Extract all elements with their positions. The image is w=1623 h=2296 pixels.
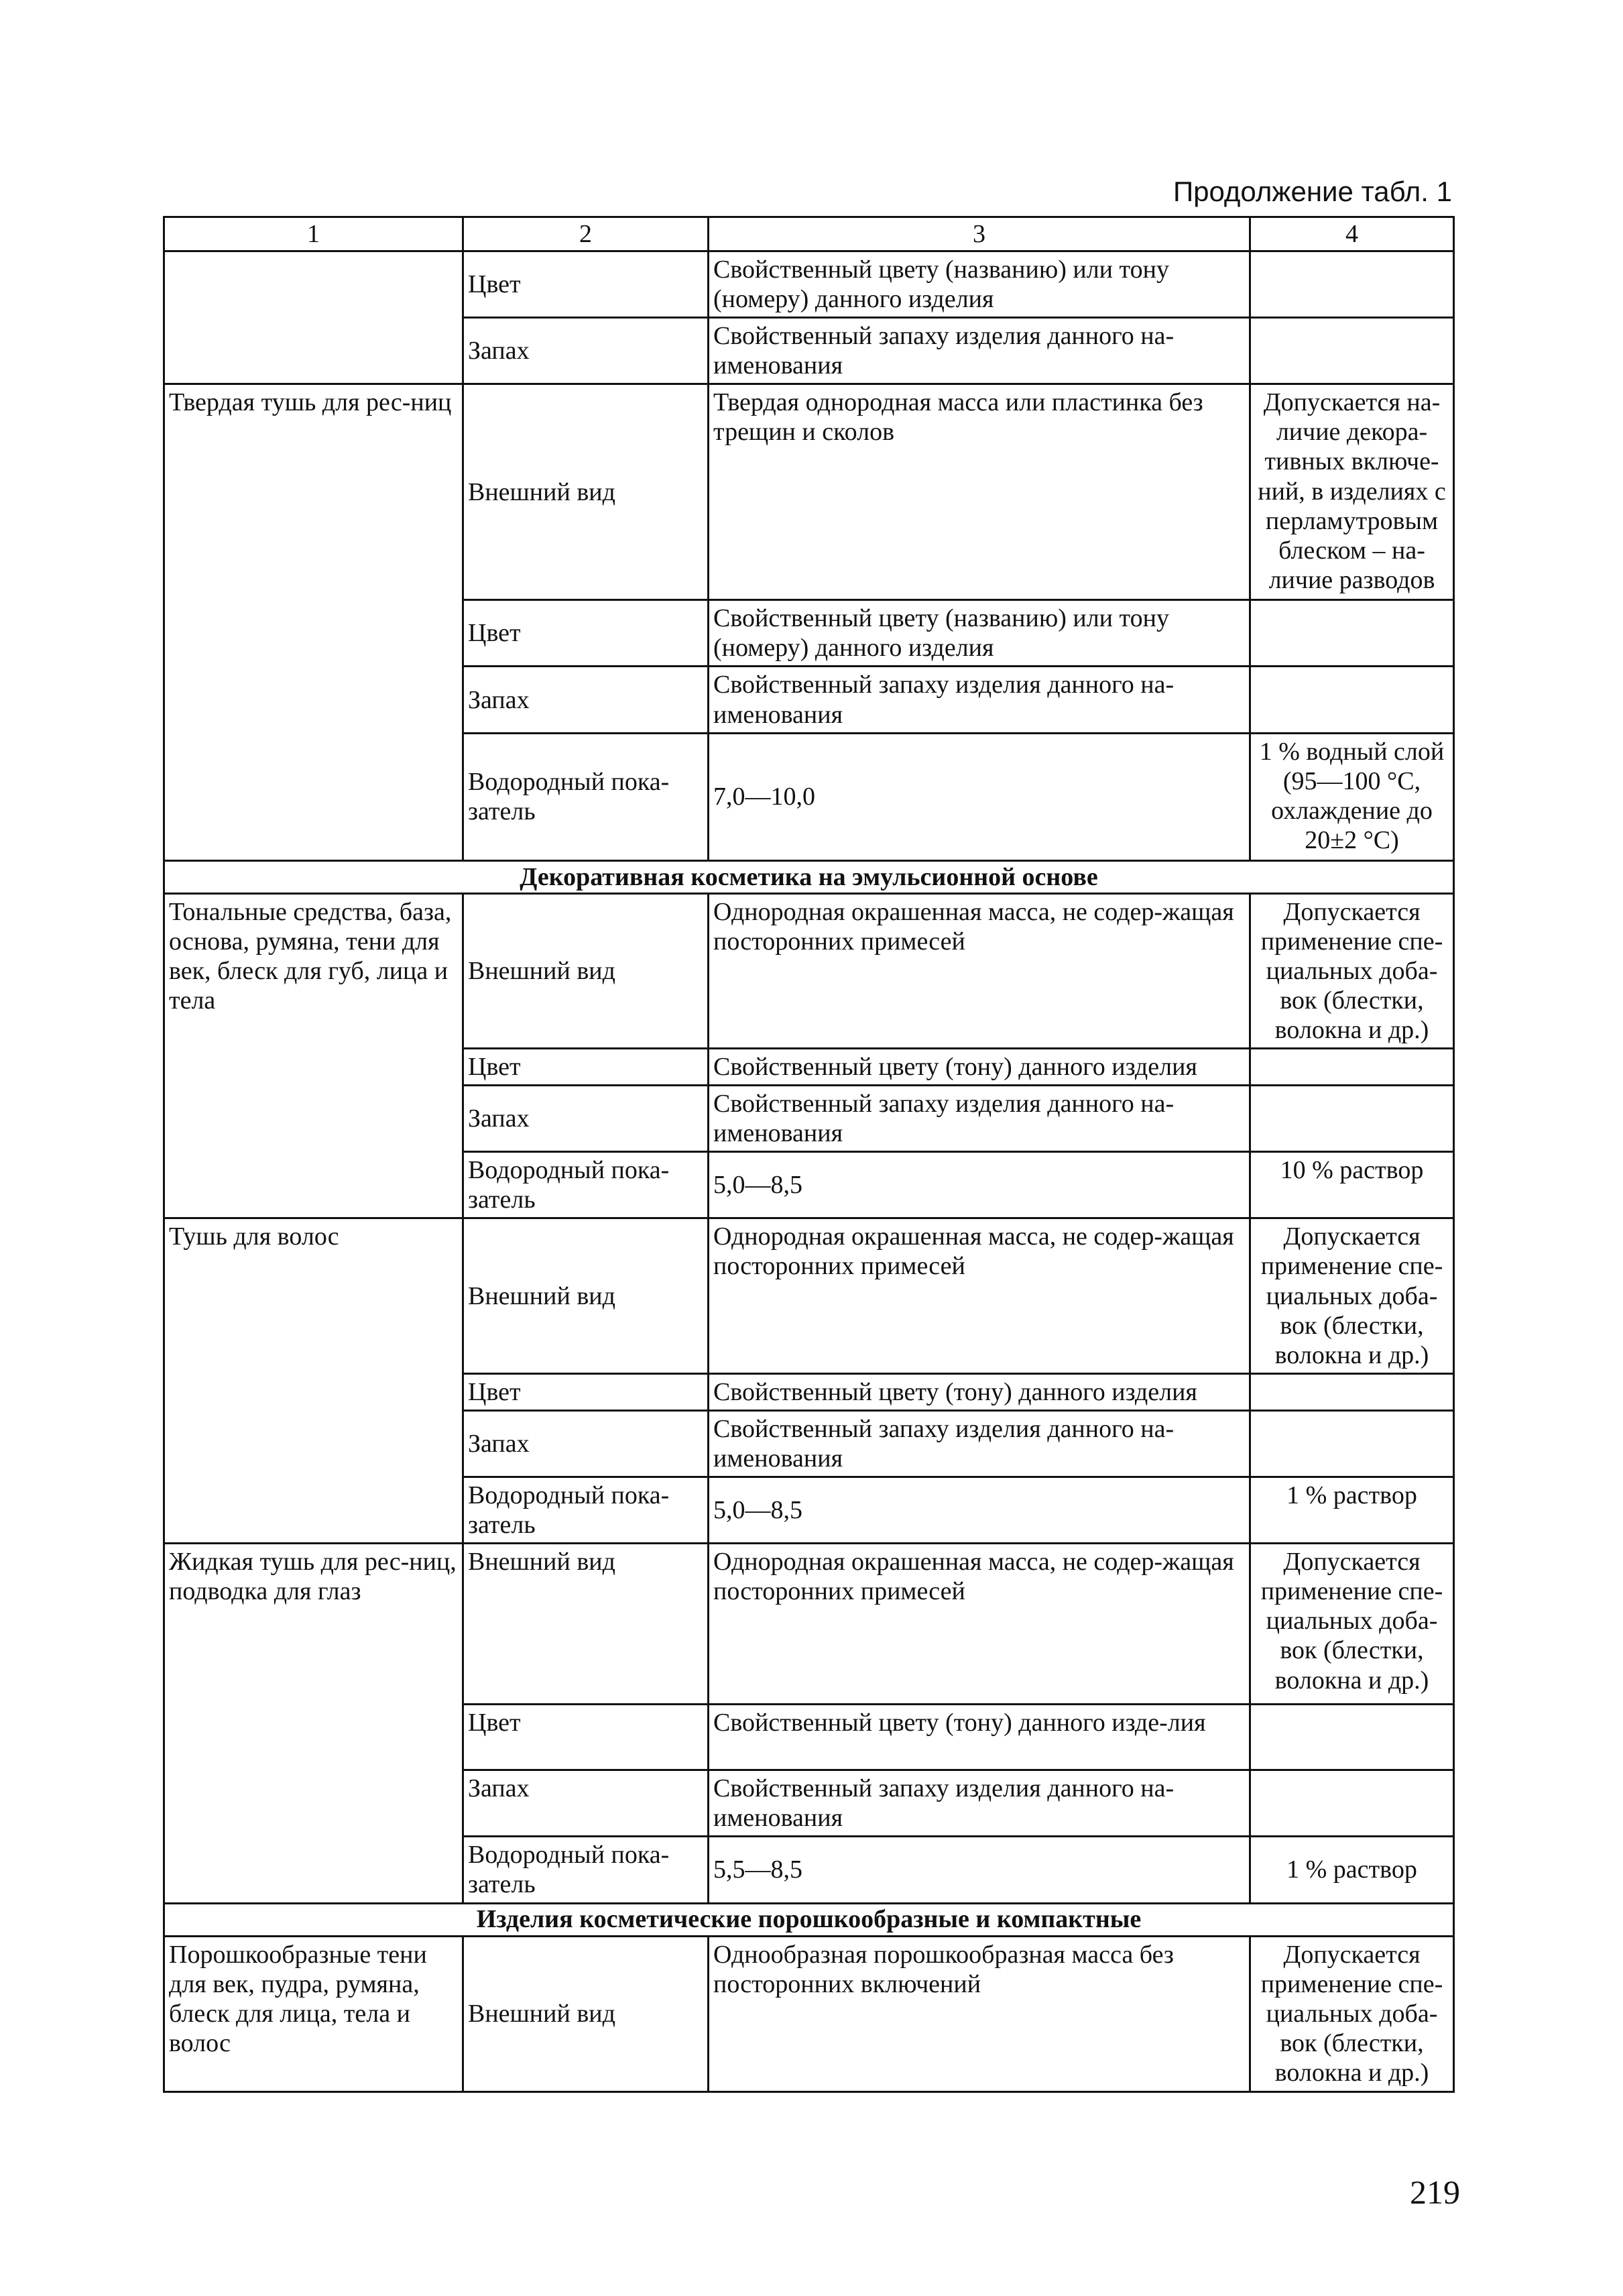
indicator-cell: Цвет (463, 1373, 709, 1410)
section-heading: Изделия косметические порошкообразные и компактные (164, 1903, 1454, 1936)
requirement-cell: Твердая однородная масса или пластинка без трещин и сколов (709, 384, 1250, 600)
note-cell (1250, 1373, 1454, 1410)
indicator-cell: Внешний вид (463, 1218, 709, 1373)
indicator-cell: Запах (463, 1086, 709, 1152)
indicator-cell: Запах (463, 1410, 709, 1477)
column-header-3: 3 (709, 217, 1250, 251)
product-name-cell: Жидкая тушь для рес-ниц, подводка для глаз (164, 1544, 463, 1903)
indicator-cell: Цвет (463, 251, 709, 318)
column-header-1: 1 (164, 217, 463, 251)
requirement-cell: 5,0—8,5 (709, 1477, 1250, 1544)
requirement-cell: Свойственный запаху изделия данного на-именования (709, 667, 1250, 733)
product-name-cell: Тушь для волос (164, 1218, 463, 1544)
product-name-cell: Твердая тушь для рес-ниц (164, 384, 463, 860)
indicator-cell: Водородный пока-затель (463, 1152, 709, 1218)
indicator-cell: Водородный пока-затель (463, 1837, 709, 1903)
indicator-cell: Запах (463, 667, 709, 733)
section-heading-row (164, 1903, 1454, 1936)
note-cell: Допускается применение спе-циальных доба-вок (блестки, волокна и др.) (1250, 1544, 1454, 1705)
requirement-cell: Свойственный цвету (названию) или тону (номеру) данного изделия (709, 251, 1250, 318)
section-heading: Декоративная косметика на эмульсионной основе (164, 860, 1454, 893)
note-cell: 1 % водный слой (95—100 °С, охлаждение до 20±2 °С) (1250, 733, 1454, 860)
requirement-cell: Однородная окрашенная масса, не содер-жащая посторонних примесей (709, 893, 1250, 1048)
column-header-2: 2 (463, 217, 709, 251)
note-cell (1250, 600, 1454, 667)
table-row (164, 893, 1454, 1048)
indicator-cell: Цвет (463, 1049, 709, 1086)
indicator-cell: Внешний вид (463, 1936, 709, 2091)
note-cell: 1 % раствор (1250, 1477, 1454, 1544)
indicator-cell: Водородный пока-затель (463, 1477, 709, 1544)
note-cell (1250, 667, 1454, 733)
requirement-cell: Однообразная порошкообразная масса без посторонних включений (709, 1936, 1250, 2091)
requirement-cell: Однородная окрашенная масса, не содер-жащая посторонних примесей (709, 1218, 1250, 1373)
requirement-cell: Свойственный запаху изделия данного на-именования (709, 1410, 1250, 1477)
requirement-cell: Свойственный цвету (названию) или тону (номеру) данного изделия (709, 600, 1250, 667)
requirement-cell: Свойственный цвету (тону) данного изде-лия (709, 1705, 1250, 1770)
table-row (164, 1936, 1454, 2091)
note-cell: Допускается применение спе-циальных доба-вок (блестки, волокна и др.) (1250, 1936, 1454, 2091)
product-cell-continued (164, 251, 463, 384)
requirement-cell: Свойственный запаху изделия данного на-именования (709, 318, 1250, 384)
table-row (164, 384, 1454, 600)
requirement-cell: Однородная окрашенная масса, не содер-жащая посторонних примесей (709, 1544, 1250, 1705)
requirement-cell: Свойственный запаху изделия данного на-именования (709, 1770, 1250, 1837)
requirement-cell: 5,5—8,5 (709, 1837, 1250, 1903)
table-continuation-caption: Продолжение табл. 1 (1173, 176, 1452, 207)
specification-table (163, 216, 1455, 2093)
indicator-cell: Запах (463, 1770, 709, 1837)
note-cell (1250, 318, 1454, 384)
note-cell (1250, 1770, 1454, 1837)
note-cell: Допускается применение спе-циальных доба-вок (блестки, волокна и др.) (1250, 893, 1454, 1048)
column-number-row (164, 217, 1454, 251)
note-cell (1250, 1086, 1454, 1152)
note-cell: Допускается применение спе-циальных доба-вок (блестки, волокна и др.) (1250, 1218, 1454, 1373)
note-cell (1250, 1705, 1454, 1770)
note-cell: Допускается на-личие декора-тивных включе-ний, в изделиях с перламутровым блеском – на-личие разводов (1250, 384, 1454, 600)
requirement-cell: Свойственный цвету (тону) данного изделия (709, 1049, 1250, 1086)
table-row (164, 251, 1454, 318)
indicator-cell: Внешний вид (463, 1544, 709, 1705)
column-header-4: 4 (1250, 217, 1454, 251)
table-row (164, 1544, 1454, 1705)
product-name-cell: Тональные средства, база, основа, румяна, тени для век, блеск для губ, лица и тела (164, 893, 463, 1218)
section-heading-row (164, 860, 1454, 893)
table-row (164, 1218, 1454, 1373)
requirement-cell: 5,0—8,5 (709, 1152, 1250, 1218)
requirement-cell: Свойственный запаху изделия данного на-именования (709, 1086, 1250, 1152)
indicator-cell: Цвет (463, 600, 709, 667)
requirement-cell: 7,0—10,0 (709, 733, 1250, 860)
page-number: 219 (1410, 2173, 1460, 2211)
indicator-cell: Внешний вид (463, 893, 709, 1048)
note-cell: 1 % раствор (1250, 1837, 1454, 1903)
note-cell: 10 % раствор (1250, 1152, 1454, 1218)
note-cell (1250, 1410, 1454, 1477)
product-name-cell: Порошкообразные тени для век, пудра, румяна, блеск для лица, тела и волос (164, 1936, 463, 2091)
note-cell (1250, 251, 1454, 318)
indicator-cell: Внешний вид (463, 384, 709, 600)
indicator-cell: Водородный пока-затель (463, 733, 709, 860)
indicator-cell: Цвет (463, 1705, 709, 1770)
indicator-cell: Запах (463, 318, 709, 384)
requirement-cell: Свойственный цвету (тону) данного изделия (709, 1373, 1250, 1410)
note-cell (1250, 1049, 1454, 1086)
